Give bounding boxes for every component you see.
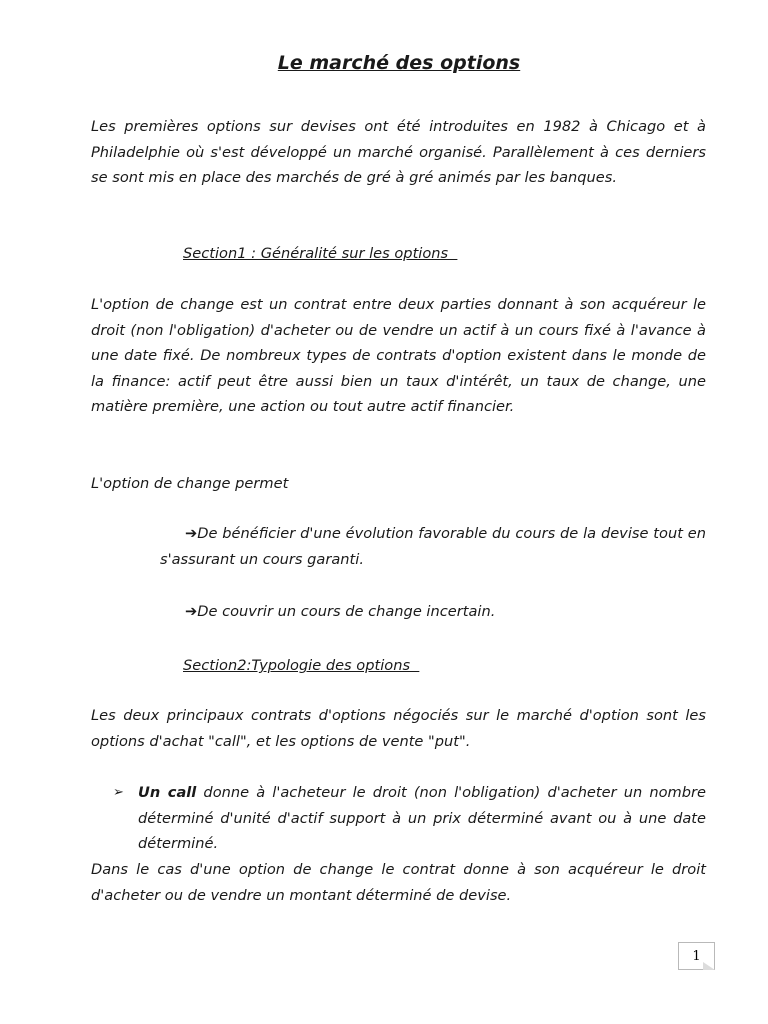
benefit-text-2: De couvrir un cours de change incertain. bbox=[197, 603, 496, 620]
section2-heading: Section2:Typologie des options bbox=[183, 657, 420, 674]
page-number-box bbox=[678, 942, 715, 970]
change-paragraph: Dans le cas d'une option de change le contrat donne à son acquéreur le droit d'acheter ou de vendre un montant déterminé de devise. bbox=[91, 861, 706, 904]
benefit-item-1 bbox=[160, 521, 706, 572]
benefit-text-1: De bénéficier d'une évolution favorable du cours de la devise tout en s'assurant un cours garanti. bbox=[160, 525, 706, 568]
arrowhead-bullet-icon: ➢ bbox=[113, 785, 124, 800]
page-number: 1 bbox=[692, 949, 701, 964]
page-fold-icon bbox=[703, 962, 715, 970]
call-definition bbox=[138, 780, 706, 857]
call-term: Un call bbox=[138, 784, 197, 801]
benefit-item-2 bbox=[160, 599, 706, 625]
call-text: donne à l'acheteur le droit (non l'obligation) d'acheter un nombre déterminé d'unité d'actif support à un prix déterminé avant ou à une date déterminé. bbox=[138, 784, 706, 852]
section2-paragraph: Les deux principaux contrats d'options négociés sur le marché d'option sont les options d'achat "call", et les options de vente "put". bbox=[91, 707, 706, 750]
section1-heading: Section1 : Généralité sur les options bbox=[183, 245, 458, 262]
page-title: Le marché des options bbox=[277, 52, 521, 74]
intro-paragraph: Les premières options sur devises ont été introduites en 1982 à Chicago et à Philadelphie où s'est développé un marché organisé. Parallèlement à ces derniers se sont mis en place des marchés de gré à gré animés par les banques. bbox=[91, 118, 706, 186]
right-arrow-icon: ➔ bbox=[185, 603, 198, 620]
right-arrow-icon: ➔ bbox=[185, 525, 198, 542]
section1-paragraph: L'option de change est un contrat entre deux parties donnant à son acquéreur le droit (non l'obligation) d'acheter ou de vendre un actif à un cours fixé à l'avance à une date fixé. De nombreux types de contrats d'option existent dans le monde de la finance: actif peut être aussi bien un taux d'intérêt, un taux de change, une matière première, une action ou tout autre actif financier. bbox=[91, 296, 706, 415]
permet-label: L'option de change permet bbox=[91, 475, 289, 492]
